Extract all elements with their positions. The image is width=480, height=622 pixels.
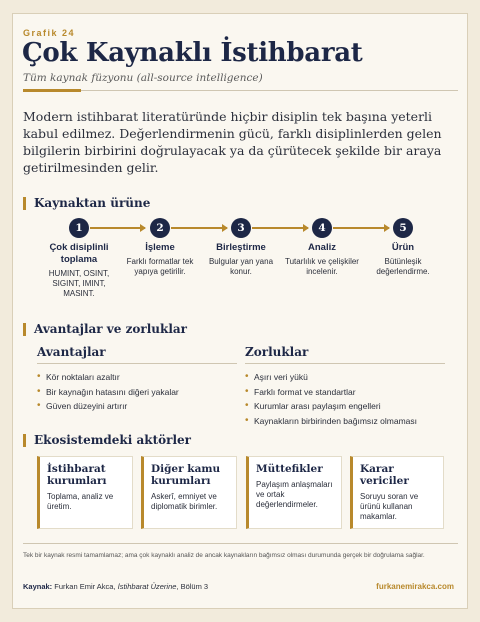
list-item: • Güven düzeyini artırır — [37, 399, 237, 414]
step-title: İşleme — [145, 242, 175, 253]
card-title: Karar vericiler — [360, 463, 409, 487]
figure-kicker: Grafik 24 — [23, 28, 76, 38]
list-item: • Farklı format ve standartlar — [245, 385, 445, 400]
advantages-column — [37, 345, 237, 414]
list-item: • Kurumlar arası paylaşım engelleri — [245, 399, 445, 414]
page-title: Çok Kaynaklı İstihbarat — [22, 38, 363, 68]
title-divider — [23, 90, 458, 91]
card-description: Toplama, analiz ve üretim. — [47, 492, 114, 511]
step-number: 4 — [312, 218, 332, 238]
step-description: Bulgular yan yana konur. — [208, 257, 274, 276]
step-description: HUMINT, OSINT, SIGINT, IMINT, MASINT. — [48, 269, 110, 298]
advantages-heading: Avantajlar — [37, 345, 237, 364]
card-title: Müttefikler — [256, 463, 323, 475]
website-link[interactable]: furkanemirakca.com — [376, 582, 454, 591]
card-title: Diğer kamu kurumları — [151, 463, 221, 487]
process-step-1 — [37, 218, 121, 299]
footnote: Tek bir kaynak resmi tamamlamaz; ama çok kaynaklı analiz de ancak kaynakların bağımsız olması durumunda gerçek bir doğrulama sağlar. — [23, 552, 425, 559]
step-number: 5 — [393, 218, 413, 238]
actor-card-allies — [246, 456, 342, 529]
footer-divider — [23, 543, 458, 544]
actor-card-decision-makers — [350, 456, 444, 529]
step-title: Birleştirme — [216, 242, 266, 253]
step-description: Farklı formatlar tek yapıya getirilir. — [126, 257, 194, 276]
advantages-list — [37, 370, 237, 414]
step-number: 3 — [231, 218, 251, 238]
card-title: İstihbarat kurumları — [47, 463, 107, 487]
process-step-5 — [361, 218, 445, 277]
process-flow — [23, 218, 453, 308]
step-title: Ürün — [391, 242, 415, 253]
list-item: • Bir kaynağın hatasını diğeri yakalar — [37, 385, 237, 400]
source-author: Furkan Emir Akca, — [54, 582, 118, 591]
step-title: Analiz — [308, 242, 336, 253]
step-description: Bütünleşik değerlendirme. — [376, 257, 430, 276]
card-description: Askerî, emniyet ve diplomatik birimler. — [151, 492, 218, 511]
step-number: 1 — [69, 218, 89, 238]
section-heading-ecosystem: Ekosistemdeki aktörler — [23, 434, 191, 447]
challenges-column — [245, 345, 445, 428]
source-chapter: , Bölüm 3 — [176, 582, 209, 591]
step-description: Tutarlılık ve çelişkiler incelenir. — [285, 257, 359, 276]
list-item: • Kör noktaları azaltır — [37, 370, 237, 385]
intro-paragraph: Modern istihbarat literatüründe hiçbir disiplin tek başına yeterli kabul edilmez. Değerlendirmenin gücü, farklı disiplinlerden gelen bilgilerin birbirini doğrulayacak ya da çürütecek şekilde bir araya getirilmesinden gelir. — [23, 109, 442, 175]
section-heading-process: Kaynaktan ürüne — [23, 197, 150, 210]
challenges-heading: Zorluklar — [245, 345, 445, 364]
source-label: Kaynak: — [23, 582, 53, 591]
source-citation — [23, 582, 208, 591]
list-item: • Kaynakların birbirinden bağımsız olmaması — [245, 414, 445, 429]
card-description: Soruyu soran ve ürünü kullanan makamlar. — [360, 492, 419, 521]
challenges-list — [245, 370, 445, 428]
card-description: Paylaşım anlaşmaları ve ortak değerlendirmeler. — [256, 480, 333, 509]
title-accent-bar — [23, 89, 81, 92]
step-title: Çok disiplinli toplama — [49, 242, 109, 265]
source-book: İstihbarat Üzerine — [117, 582, 177, 591]
actor-card-intelligence-agencies — [37, 456, 133, 529]
actor-card-public-agencies — [141, 456, 237, 529]
step-number: 2 — [150, 218, 170, 238]
list-item: • Aşırı veri yükü — [245, 370, 445, 385]
section-heading-proscons: Avantajlar ve zorluklar — [23, 323, 187, 336]
page-subtitle: Tüm kaynak füzyonu (all-source intelligence) — [23, 72, 263, 84]
